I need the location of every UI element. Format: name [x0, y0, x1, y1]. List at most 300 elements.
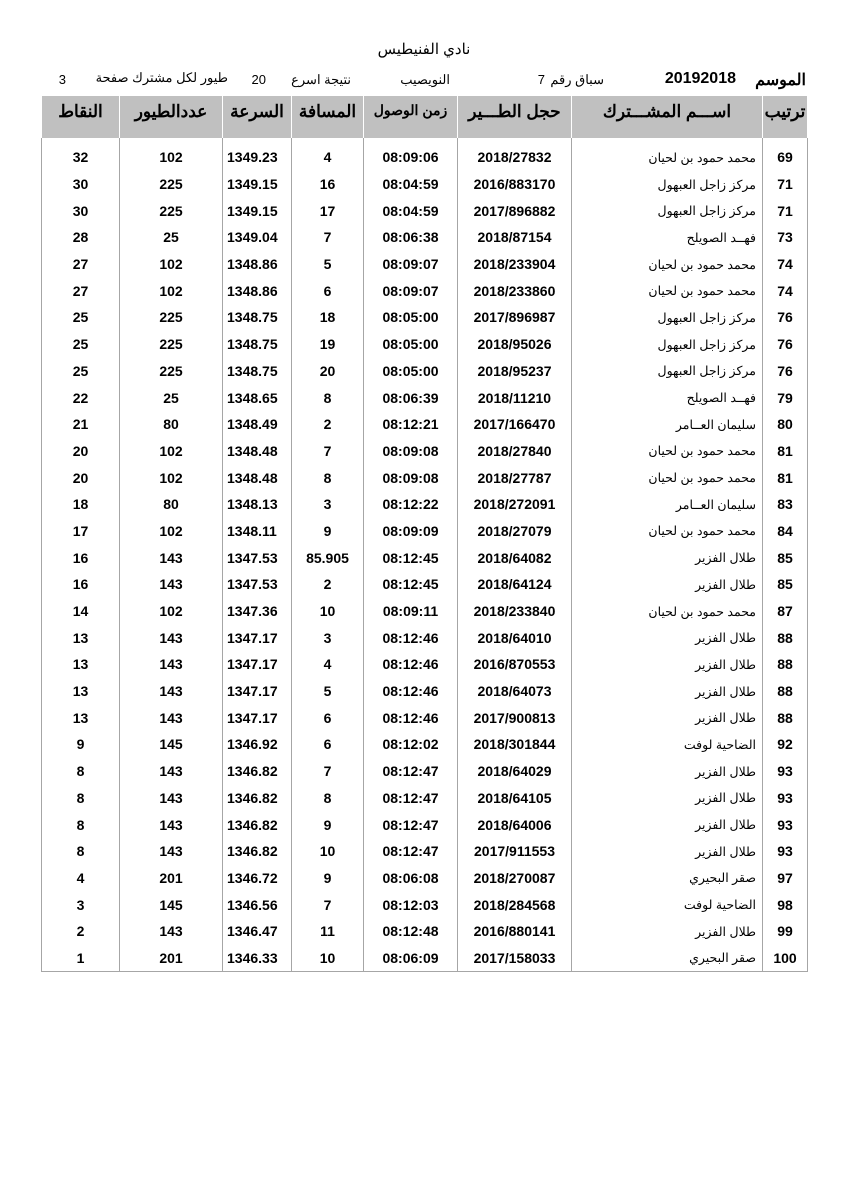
cell-points: 8 — [42, 838, 120, 865]
cell-speed: 1348.65 — [223, 384, 292, 411]
cell-birds: 102 — [120, 518, 223, 545]
table-row — [42, 304, 808, 331]
cell-distance: 10 — [292, 945, 364, 972]
club-title: نادي الفنيطيس — [377, 41, 471, 58]
cell-speed: 1349.15 — [223, 171, 292, 198]
cell-speed: 1346.92 — [223, 731, 292, 758]
fastest-count: 20 — [251, 72, 266, 87]
cell-points: 18 — [42, 491, 120, 518]
cell-birds: 225 — [120, 331, 223, 358]
cell-name: طلال الفزير — [572, 544, 763, 571]
cell-birds: 102 — [120, 438, 223, 465]
cell-rank: 100 — [763, 945, 808, 972]
cell-ring: 2017/896882 — [458, 197, 572, 224]
cell-name: مركز زاجل العبهول — [572, 171, 763, 198]
cell-ring: 2018/27787 — [458, 464, 572, 491]
col-speed: السرعة — [223, 96, 292, 138]
cell-time: 08:06:09 — [364, 945, 458, 972]
cell-ring: 2018/233860 — [458, 277, 572, 304]
cell-time: 08:09:06 — [364, 144, 458, 171]
cell-birds: 80 — [120, 411, 223, 438]
cell-time: 08:12:46 — [364, 651, 458, 678]
table-row — [42, 598, 808, 625]
cell-points: 9 — [42, 731, 120, 758]
cell-rank: 99 — [763, 918, 808, 945]
cell-time: 08:12:45 — [364, 571, 458, 598]
cell-ring: 2018/272091 — [458, 491, 572, 518]
table-row — [42, 144, 808, 171]
per-member-label: طيور لكل مشترك صفحة — [95, 70, 228, 85]
cell-birds: 201 — [120, 945, 223, 972]
cell-name: طلال الفزير — [572, 678, 763, 705]
cell-birds: 25 — [120, 224, 223, 251]
cell-name: طلال الفزير — [572, 918, 763, 945]
cell-name: مركز زاجل العبهول — [572, 331, 763, 358]
cell-ring: 2018/87154 — [458, 224, 572, 251]
cell-ring: 2018/11210 — [458, 384, 572, 411]
cell-time: 08:09:11 — [364, 598, 458, 625]
cell-birds: 143 — [120, 651, 223, 678]
cell-name: مركز زاجل العبهول — [572, 197, 763, 224]
cell-rank: 88 — [763, 624, 808, 651]
cell-points: 25 — [42, 358, 120, 385]
cell-time: 08:12:45 — [364, 544, 458, 571]
cell-ring: 2018/64082 — [458, 544, 572, 571]
season-label: الموسم — [755, 72, 806, 89]
cell-time: 08:06:39 — [364, 384, 458, 411]
cell-points: 13 — [42, 678, 120, 705]
cell-speed: 1347.17 — [223, 704, 292, 731]
table-row — [42, 571, 808, 598]
col-distance: المسافة — [292, 96, 364, 138]
cell-speed: 1349.04 — [223, 224, 292, 251]
cell-time: 08:09:08 — [364, 438, 458, 465]
cell-ring: 2018/301844 — [458, 731, 572, 758]
cell-speed: 1346.56 — [223, 891, 292, 918]
table-row — [42, 491, 808, 518]
cell-speed: 1348.86 — [223, 277, 292, 304]
table-row — [42, 197, 808, 224]
table-row — [42, 331, 808, 358]
table-row — [42, 865, 808, 892]
cell-points: 30 — [42, 197, 120, 224]
cell-speed: 1346.47 — [223, 918, 292, 945]
cell-speed: 1347.17 — [223, 651, 292, 678]
cell-birds: 143 — [120, 571, 223, 598]
cell-points: 27 — [42, 251, 120, 278]
cell-rank: 92 — [763, 731, 808, 758]
cell-speed: 1347.53 — [223, 571, 292, 598]
cell-name: محمد حمود بن لحيان — [572, 438, 763, 465]
cell-rank: 88 — [763, 704, 808, 731]
cell-rank: 93 — [763, 758, 808, 785]
cell-name: محمد حمود بن لحيان — [572, 518, 763, 545]
cell-rank: 97 — [763, 865, 808, 892]
cell-name: سليمان العــامر — [572, 411, 763, 438]
cell-name: طلال الفزير — [572, 571, 763, 598]
table-row — [42, 171, 808, 198]
cell-ring: 2018/64105 — [458, 785, 572, 812]
cell-distance: 16 — [292, 171, 364, 198]
cell-distance: 7 — [292, 438, 364, 465]
cell-name: فهــد الصويلح — [572, 224, 763, 251]
cell-points: 2 — [42, 918, 120, 945]
cell-distance: 4 — [292, 144, 364, 171]
cell-time: 08:05:00 — [364, 331, 458, 358]
cell-distance: 18 — [292, 304, 364, 331]
cell-birds: 145 — [120, 891, 223, 918]
cell-distance: 17 — [292, 197, 364, 224]
cell-points: 30 — [42, 171, 120, 198]
cell-name: طلال الفزير — [572, 624, 763, 651]
cell-distance: 6 — [292, 277, 364, 304]
table-row — [42, 251, 808, 278]
cell-distance: 7 — [292, 758, 364, 785]
cell-name: فهــد الصويلح — [572, 384, 763, 411]
cell-distance: 3 — [292, 491, 364, 518]
cell-speed: 1347.53 — [223, 544, 292, 571]
cell-birds: 225 — [120, 171, 223, 198]
cell-points: 28 — [42, 224, 120, 251]
col-time: زمن الوصول — [364, 96, 458, 138]
cell-distance: 2 — [292, 411, 364, 438]
cell-birds: 225 — [120, 358, 223, 385]
cell-speed: 1348.48 — [223, 438, 292, 465]
cell-name: محمد حمود بن لحيان — [572, 251, 763, 278]
cell-birds: 143 — [120, 544, 223, 571]
cell-birds: 143 — [120, 785, 223, 812]
cell-name: طلال الفزير — [572, 811, 763, 838]
cell-points: 22 — [42, 384, 120, 411]
cell-time: 08:12:46 — [364, 624, 458, 651]
table-row — [42, 731, 808, 758]
cell-name: مركز زاجل العبهول — [572, 358, 763, 385]
table-row — [42, 624, 808, 651]
cell-name: طلال الفزير — [572, 838, 763, 865]
table-row — [42, 678, 808, 705]
cell-rank: 79 — [763, 384, 808, 411]
cell-rank: 81 — [763, 438, 808, 465]
cell-name: طلال الفزير — [572, 785, 763, 812]
table-row — [42, 464, 808, 491]
col-rank: ترتيب — [763, 96, 808, 138]
cell-points: 20 — [42, 438, 120, 465]
cell-time: 08:05:00 — [364, 304, 458, 331]
cell-name: سليمان العــامر — [572, 491, 763, 518]
cell-birds: 102 — [120, 598, 223, 625]
cell-distance: 5 — [292, 678, 364, 705]
cell-ring: 2018/284568 — [458, 891, 572, 918]
cell-distance: 8 — [292, 464, 364, 491]
cell-name: مركز زاجل العبهول — [572, 304, 763, 331]
cell-rank: 81 — [763, 464, 808, 491]
cell-birds: 25 — [120, 384, 223, 411]
table-row — [42, 918, 808, 945]
cell-birds: 145 — [120, 731, 223, 758]
cell-time: 08:12:46 — [364, 704, 458, 731]
table-row — [42, 438, 808, 465]
cell-points: 17 — [42, 518, 120, 545]
cell-distance: 2 — [292, 571, 364, 598]
cell-points: 1 — [42, 945, 120, 972]
cell-birds: 201 — [120, 865, 223, 892]
cell-distance: 8 — [292, 785, 364, 812]
cell-rank: 73 — [763, 224, 808, 251]
cell-speed: 1346.82 — [223, 785, 292, 812]
cell-speed: 1346.72 — [223, 865, 292, 892]
table-row — [42, 838, 808, 865]
cell-ring: 2018/64006 — [458, 811, 572, 838]
cell-speed: 1348.75 — [223, 304, 292, 331]
cell-speed: 1346.82 — [223, 758, 292, 785]
cell-distance: 8 — [292, 384, 364, 411]
cell-name: طلال الفزير — [572, 758, 763, 785]
cell-ring: 2018/64010 — [458, 624, 572, 651]
cell-speed: 1348.11 — [223, 518, 292, 545]
cell-distance: 6 — [292, 731, 364, 758]
cell-name: صقر البحيري — [572, 865, 763, 892]
cell-time: 08:04:59 — [364, 171, 458, 198]
cell-time: 08:12:47 — [364, 811, 458, 838]
table-row — [42, 758, 808, 785]
table-row — [42, 785, 808, 812]
cell-speed: 1348.13 — [223, 491, 292, 518]
cell-rank: 93 — [763, 811, 808, 838]
cell-rank: 84 — [763, 518, 808, 545]
cell-birds: 143 — [120, 624, 223, 651]
cell-speed: 1348.49 — [223, 411, 292, 438]
cell-rank: 93 — [763, 838, 808, 865]
cell-speed: 1349.15 — [223, 197, 292, 224]
cell-speed: 1346.82 — [223, 811, 292, 838]
race-label: سباق رقم — [550, 72, 604, 87]
cell-speed: 1348.75 — [223, 331, 292, 358]
cell-name: الضاحية لوفت — [572, 731, 763, 758]
table-row — [42, 224, 808, 251]
cell-time: 08:12:03 — [364, 891, 458, 918]
cell-speed: 1348.75 — [223, 358, 292, 385]
cell-time: 08:12:47 — [364, 758, 458, 785]
race-number: 7 — [537, 72, 545, 87]
cell-speed: 1347.17 — [223, 678, 292, 705]
cell-rank: 83 — [763, 491, 808, 518]
table-row — [42, 384, 808, 411]
col-name: اســـم المشـــترك — [572, 96, 763, 138]
cell-time: 08:09:07 — [364, 277, 458, 304]
cell-ring: 2018/233840 — [458, 598, 572, 625]
header-row — [42, 96, 808, 138]
cell-time: 08:12:48 — [364, 918, 458, 945]
cell-birds: 102 — [120, 464, 223, 491]
table-row — [42, 945, 808, 972]
cell-distance: 19 — [292, 331, 364, 358]
table-row — [42, 411, 808, 438]
cell-time: 08:12:47 — [364, 838, 458, 865]
cell-points: 13 — [42, 704, 120, 731]
table-row — [42, 277, 808, 304]
cell-ring: 2016/883170 — [458, 171, 572, 198]
cell-name: الضاحية لوفت — [572, 891, 763, 918]
cell-distance: 9 — [292, 518, 364, 545]
results-body — [42, 138, 808, 972]
cell-ring: 2018/64124 — [458, 571, 572, 598]
cell-points: 13 — [42, 651, 120, 678]
cell-points: 21 — [42, 411, 120, 438]
cell-time: 08:06:08 — [364, 865, 458, 892]
cell-birds: 102 — [120, 251, 223, 278]
cell-distance: 5 — [292, 251, 364, 278]
cell-speed: 1346.82 — [223, 838, 292, 865]
cell-birds: 102 — [120, 277, 223, 304]
col-birds: عددالطيور — [120, 96, 223, 138]
cell-name: محمد حمود بن لحيان — [572, 144, 763, 171]
cell-distance: 10 — [292, 598, 364, 625]
cell-rank: 71 — [763, 197, 808, 224]
cell-birds: 102 — [120, 144, 223, 171]
cell-birds: 80 — [120, 491, 223, 518]
cell-time: 08:06:38 — [364, 224, 458, 251]
cell-ring: 2018/27079 — [458, 518, 572, 545]
cell-speed: 1349.23 — [223, 144, 292, 171]
cell-points: 8 — [42, 811, 120, 838]
cell-birds: 143 — [120, 811, 223, 838]
cell-points: 32 — [42, 144, 120, 171]
cell-points: 8 — [42, 758, 120, 785]
cell-birds: 143 — [120, 678, 223, 705]
cell-points: 27 — [42, 277, 120, 304]
cell-rank: 76 — [763, 331, 808, 358]
cell-distance: 85.905 — [292, 544, 364, 571]
cell-time: 08:04:59 — [364, 197, 458, 224]
cell-birds: 143 — [120, 704, 223, 731]
cell-points: 13 — [42, 624, 120, 651]
cell-distance: 10 — [292, 838, 364, 865]
cell-points: 8 — [42, 785, 120, 812]
cell-rank: 80 — [763, 411, 808, 438]
cell-time: 08:12:21 — [364, 411, 458, 438]
cell-ring: 2018/27840 — [458, 438, 572, 465]
cell-rank: 85 — [763, 544, 808, 571]
cell-speed: 1346.33 — [223, 945, 292, 972]
cell-rank: 88 — [763, 678, 808, 705]
table-row — [42, 891, 808, 918]
cell-ring: 2017/896987 — [458, 304, 572, 331]
cell-rank: 76 — [763, 358, 808, 385]
cell-points: 16 — [42, 544, 120, 571]
cell-ring: 2017/158033 — [458, 945, 572, 972]
col-points: النقاط — [42, 96, 120, 138]
cell-ring: 2017/911553 — [458, 838, 572, 865]
cell-ring: 2018/95026 — [458, 331, 572, 358]
cell-birds: 225 — [120, 304, 223, 331]
cell-rank: 69 — [763, 144, 808, 171]
cell-rank: 88 — [763, 651, 808, 678]
cell-time: 08:09:07 — [364, 251, 458, 278]
cell-rank: 76 — [763, 304, 808, 331]
cell-distance: 7 — [292, 224, 364, 251]
season-value: 20192018 — [664, 70, 736, 87]
table-row — [42, 811, 808, 838]
cell-ring: 2018/27832 — [458, 144, 572, 171]
cell-time: 08:05:00 — [364, 358, 458, 385]
col-ring: حجل الطـــير — [458, 96, 572, 138]
table-row — [42, 544, 808, 571]
cell-speed: 1347.36 — [223, 598, 292, 625]
cell-birds: 143 — [120, 918, 223, 945]
cell-points: 14 — [42, 598, 120, 625]
cell-distance: 11 — [292, 918, 364, 945]
cell-birds: 143 — [120, 758, 223, 785]
result-label: نتيجة اسرع — [291, 72, 351, 87]
table-row — [42, 358, 808, 385]
cell-distance: 9 — [292, 865, 364, 892]
cell-ring: 2016/880141 — [458, 918, 572, 945]
cell-rank: 87 — [763, 598, 808, 625]
cell-points: 16 — [42, 571, 120, 598]
cell-rank: 71 — [763, 171, 808, 198]
cell-time: 08:09:09 — [364, 518, 458, 545]
cell-speed: 1347.17 — [223, 624, 292, 651]
cell-time: 08:09:08 — [364, 464, 458, 491]
cell-ring: 2018/95237 — [458, 358, 572, 385]
cell-birds: 225 — [120, 197, 223, 224]
cell-time: 08:12:46 — [364, 678, 458, 705]
cell-ring: 2018/64029 — [458, 758, 572, 785]
table-row — [42, 651, 808, 678]
cell-rank: 74 — [763, 251, 808, 278]
cell-points: 3 — [42, 891, 120, 918]
cell-name: محمد حمود بن لحيان — [572, 598, 763, 625]
cell-rank: 98 — [763, 891, 808, 918]
cell-ring: 2018/233904 — [458, 251, 572, 278]
results-table — [41, 96, 808, 972]
cell-distance: 20 — [292, 358, 364, 385]
table-row — [42, 518, 808, 545]
race-name: النويصيب — [400, 72, 450, 87]
cell-ring: 2017/166470 — [458, 411, 572, 438]
cell-distance: 9 — [292, 811, 364, 838]
cell-birds: 143 — [120, 838, 223, 865]
cell-ring: 2018/64073 — [458, 678, 572, 705]
cell-name: محمد حمود بن لحيان — [572, 464, 763, 491]
cell-distance: 3 — [292, 624, 364, 651]
cell-ring: 2016/870553 — [458, 651, 572, 678]
page-number: 3 — [58, 72, 66, 87]
cell-ring: 2018/270087 — [458, 865, 572, 892]
table-row — [42, 704, 808, 731]
cell-time: 08:12:47 — [364, 785, 458, 812]
cell-speed: 1348.48 — [223, 464, 292, 491]
cell-rank: 85 — [763, 571, 808, 598]
cell-points: 25 — [42, 304, 120, 331]
cell-rank: 93 — [763, 785, 808, 812]
cell-name: صقر البحيري — [572, 945, 763, 972]
cell-time: 08:12:02 — [364, 731, 458, 758]
cell-points: 20 — [42, 464, 120, 491]
cell-name: محمد حمود بن لحيان — [572, 277, 763, 304]
cell-distance: 4 — [292, 651, 364, 678]
cell-name: طلال الفزير — [572, 704, 763, 731]
cell-points: 4 — [42, 865, 120, 892]
cell-distance: 6 — [292, 704, 364, 731]
cell-points: 25 — [42, 331, 120, 358]
cell-rank: 74 — [763, 277, 808, 304]
cell-speed: 1348.86 — [223, 251, 292, 278]
cell-name: طلال الفزير — [572, 651, 763, 678]
cell-time: 08:12:22 — [364, 491, 458, 518]
cell-ring: 2017/900813 — [458, 704, 572, 731]
cell-distance: 7 — [292, 891, 364, 918]
